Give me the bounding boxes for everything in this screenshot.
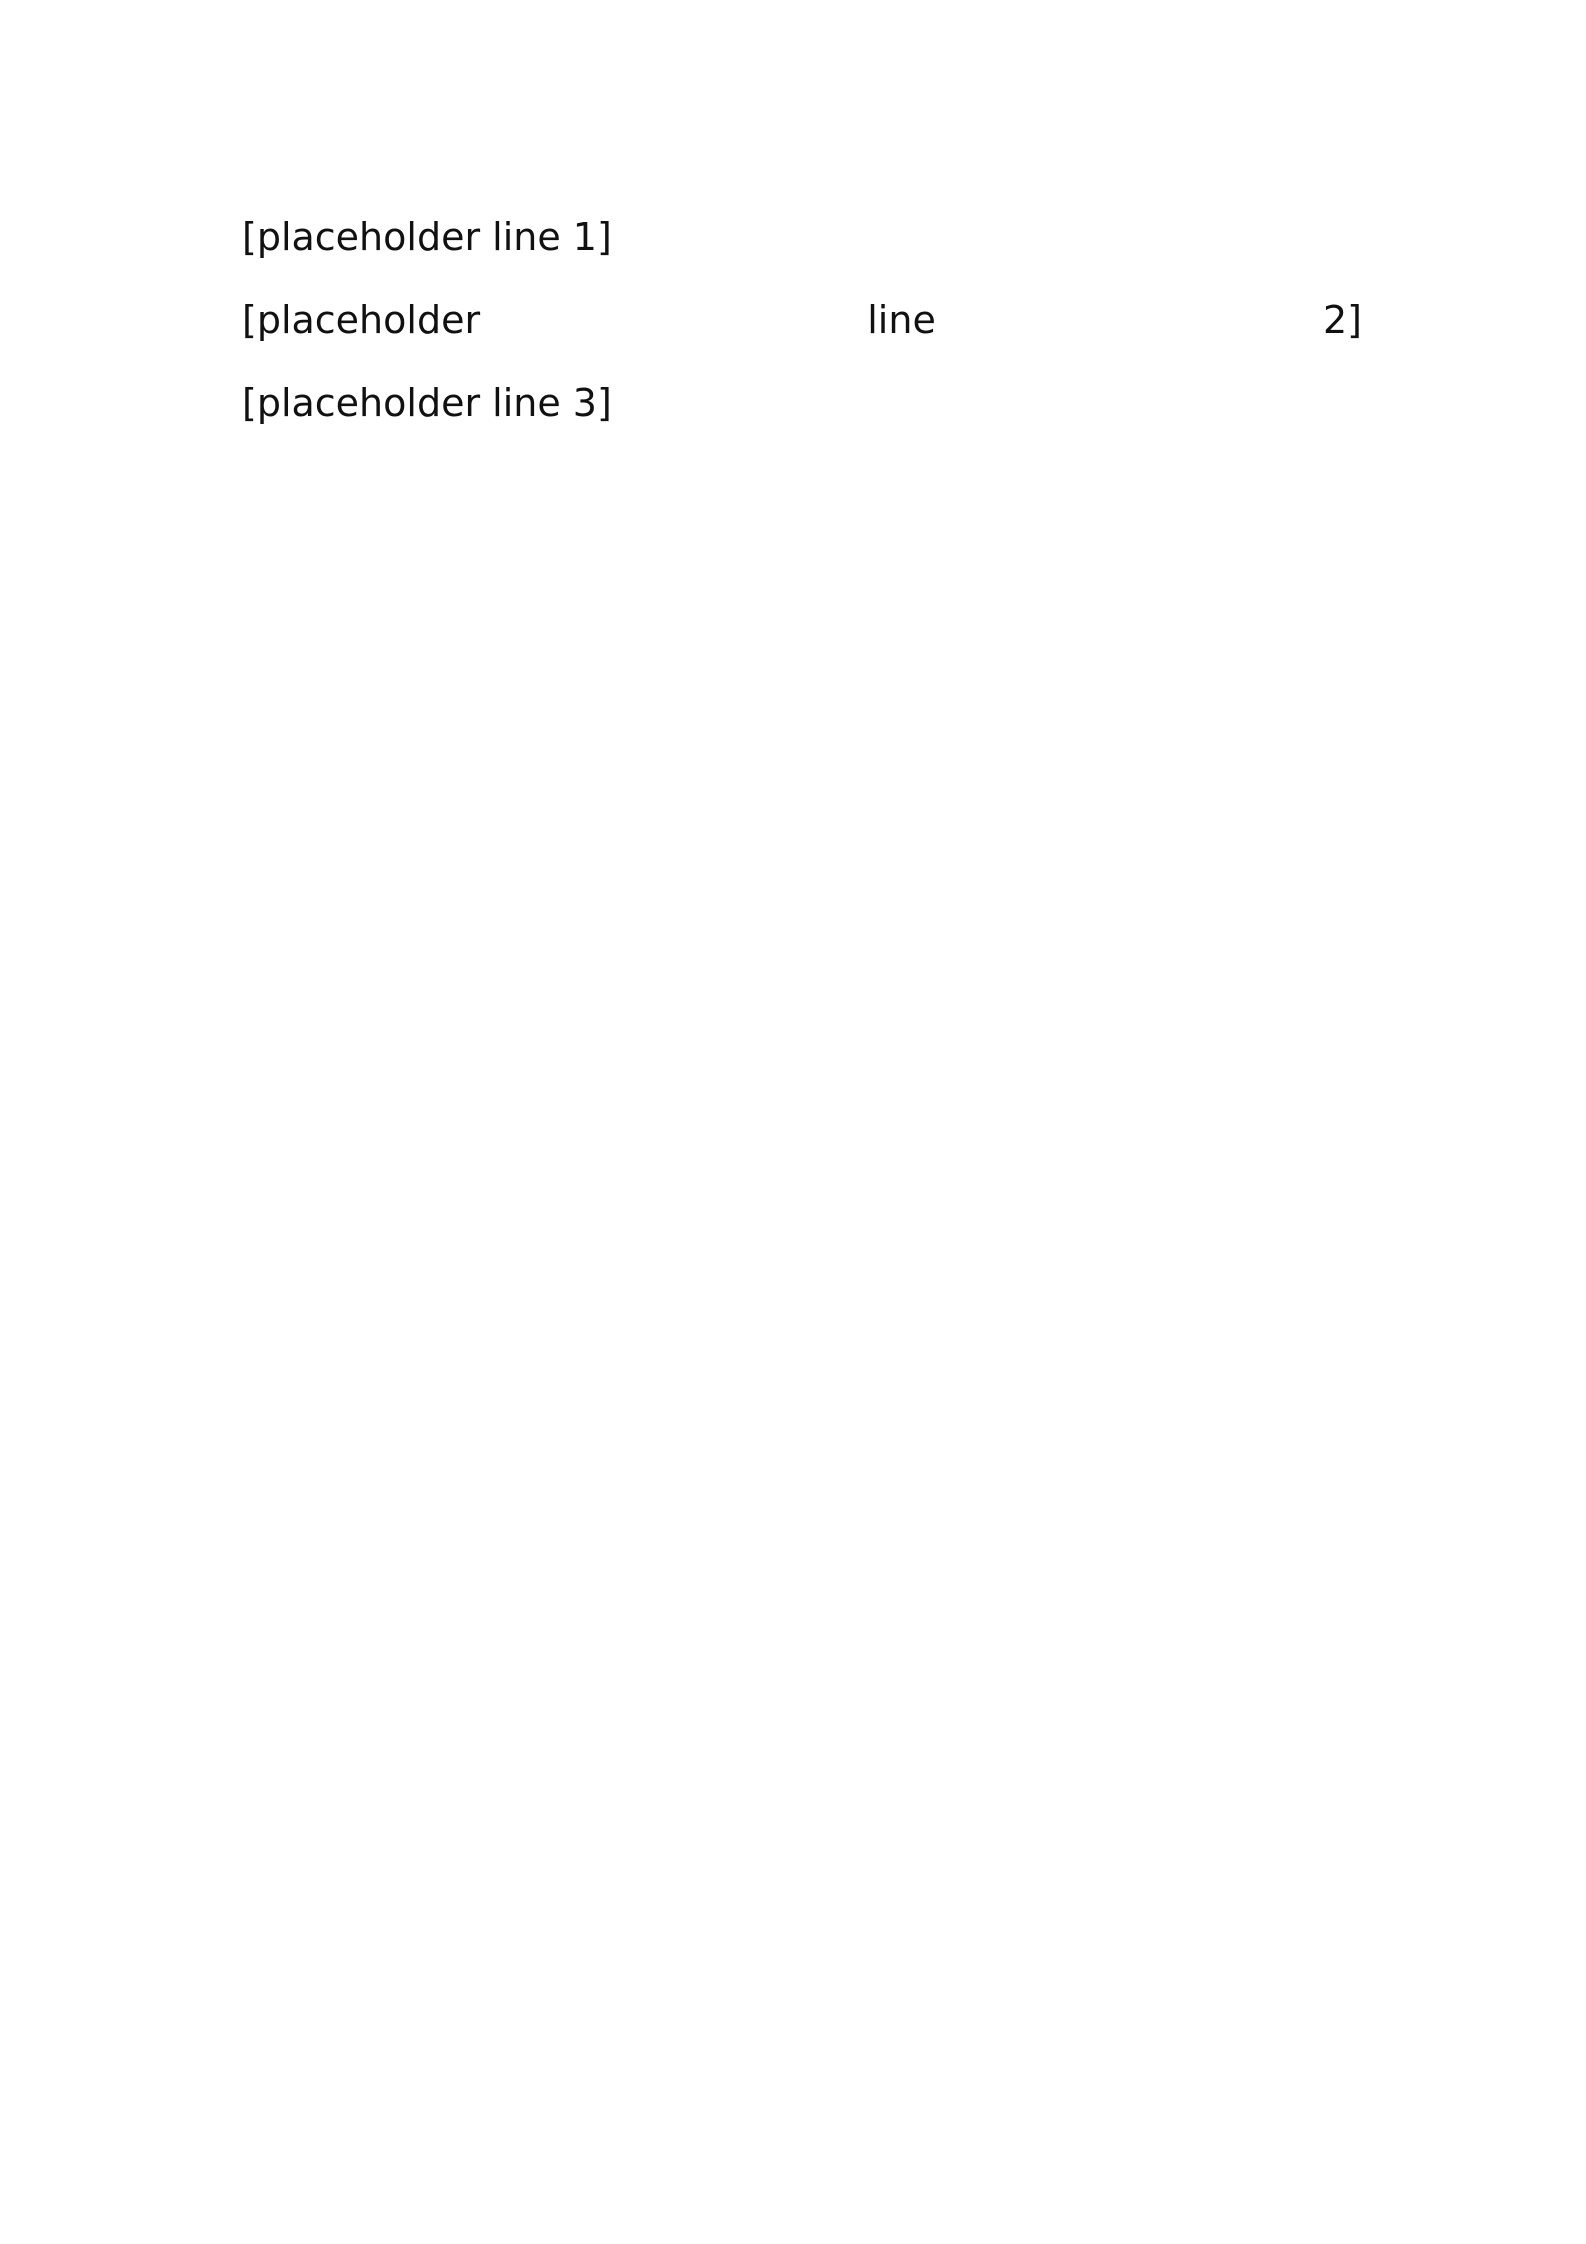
text-line-2: [placeholder line 2] <box>242 298 1362 343</box>
text-line-1: [placeholder line 1] <box>242 215 612 259</box>
document-body <box>242 196 1362 446</box>
text-line-3: [placeholder line 3] <box>242 381 612 426</box>
